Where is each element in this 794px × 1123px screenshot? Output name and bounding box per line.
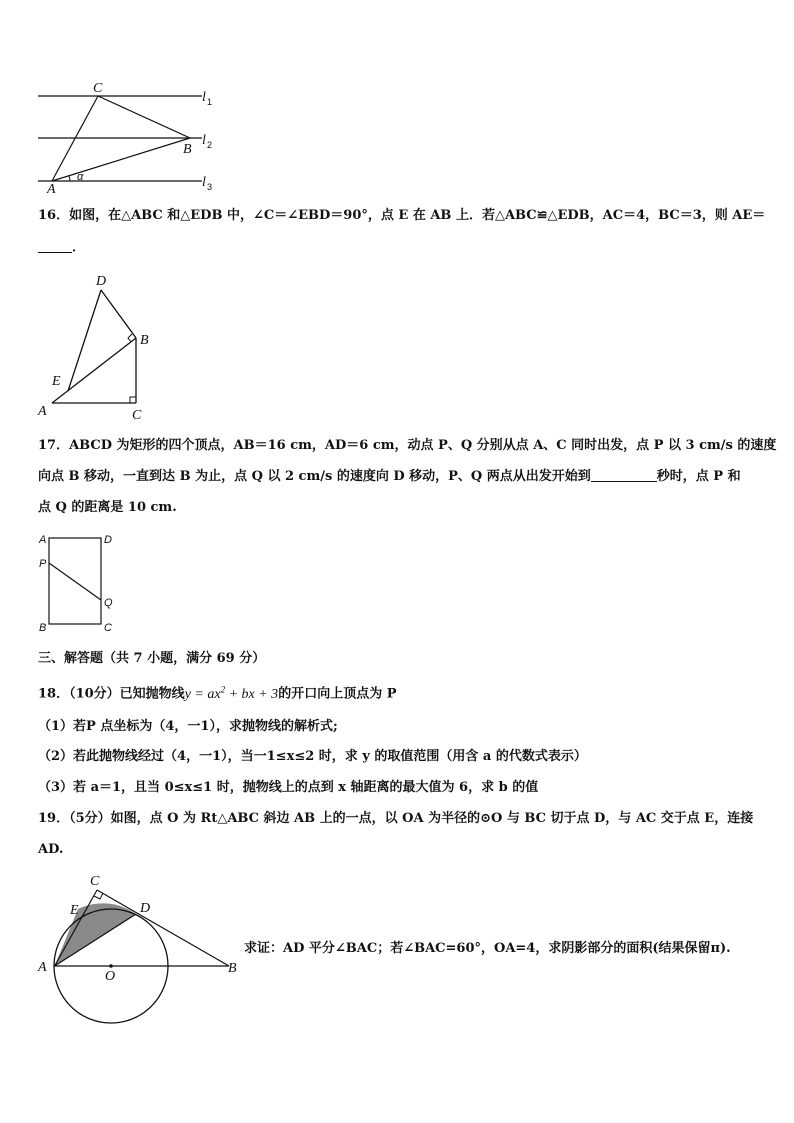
section-3-title: 三、解答题（共 7 小题，满分 69 分） (38, 651, 266, 666)
label-a: A (38, 960, 47, 975)
segment-cb (97, 890, 229, 966)
label-d: D (96, 274, 107, 289)
label-c: C (90, 874, 100, 889)
figure-circle-tangent (30, 868, 245, 1058)
question-18-equation: $y = ax^2$ + bx + 3 (184, 684, 279, 702)
label-b: B (140, 333, 149, 348)
figure-rectangle-abcd (34, 530, 124, 636)
label-l1-sub: 1 (207, 97, 213, 107)
question-19-line2: AD. (38, 842, 64, 857)
label-d: D (140, 901, 151, 916)
label-l1: l (202, 90, 206, 105)
segment-db (101, 290, 136, 338)
segment-ed (68, 290, 101, 391)
question-18-suffix: 的开口向上顶点为 P (278, 686, 397, 702)
label-b: B (228, 961, 237, 976)
label-p: P (39, 558, 47, 570)
segment-cb (98, 96, 190, 138)
shaded-region (55, 903, 136, 966)
label-c: C (132, 408, 142, 423)
question-18-prefix: 18．（10分）已知抛物线 (38, 686, 185, 702)
right-angle-c (130, 397, 136, 403)
question-17-line2b-text: 秒时，点 P 和 (656, 469, 741, 484)
label-l2: l (202, 133, 206, 148)
label-a: A (39, 534, 47, 546)
answer-blank-17[interactable] (591, 467, 657, 482)
question-17-line3 (38, 492, 760, 523)
segment-pq (49, 563, 101, 600)
question-16-answer-line (38, 232, 760, 263)
question-18-part1: （1）若P 点坐标为（4，一1），求抛物线的解析式; (38, 719, 338, 734)
question-18-part2: （2）若此抛物线经过（4，一1），当一1≤x≤2 时，求 y 的取值范围（用含 a 的代数式表示） (38, 749, 587, 764)
figure-triangles-abc-edb (34, 268, 174, 428)
point-o (109, 964, 113, 968)
figure-parallel-lines (30, 75, 230, 200)
question-19-proof: 求证：AD 平分∠BAC；若∠BAC=60°，OA=4，求阴影部分的面积(结果保留π). (244, 941, 731, 956)
label-d: D (104, 534, 112, 546)
label-b: B (39, 622, 47, 634)
question-17-line2 (38, 461, 760, 492)
label-a: A (47, 182, 56, 197)
angle-alpha-arc (69, 176, 70, 181)
label-c: C (104, 622, 112, 634)
label-a: A (38, 404, 47, 419)
label-alpha: α (77, 171, 84, 183)
question-16-tail: ． (72, 240, 86, 255)
question-17-line3-text: 点 Q 的距离是 10 cm. (38, 500, 177, 515)
question-16 (38, 200, 766, 231)
question-16-text: 16．如图，在△ABC 和△EDB 中，∠C＝∠EBD＝90°，点 E 在 AB 上．若△ABC≌△EDB，AC＝4，BC＝3，则 AE＝ (38, 208, 766, 223)
label-e: E (70, 903, 79, 918)
question-17-line1-text: 17．ABCD 为矩形的四个顶点，AB＝16 cm，AD＝6 cm，动点 P、Q 分别从点 A、C 同时出发，点 P 以 3 cm/s 的速度 (38, 438, 777, 453)
label-e: E (52, 374, 61, 389)
label-c: C (93, 81, 103, 96)
segment-ab (52, 138, 190, 181)
question-17-line2a-text: 向点 B 移动，一直到达 B 为止，点 Q 以 2 cm/s 的速度向 D 移动，P、Q 两点从出发开始到 (38, 469, 591, 484)
question-18-part3: （3）若 a＝1，且当 0≤x≤1 时，抛物线上的点到 x 轴距离的最大值为 6，求 b 的值 (38, 780, 539, 795)
label-l3: l (202, 175, 206, 190)
label-o: O (105, 969, 116, 984)
label-b: B (183, 142, 192, 157)
label-l2-sub: 2 (207, 140, 213, 150)
segment-ab (52, 338, 136, 403)
question-18 (38, 674, 760, 710)
answer-blank-16[interactable] (38, 238, 72, 253)
label-l3-sub: 3 (207, 182, 213, 192)
question-17-line1 (38, 430, 777, 461)
question-19-line1: 19．（5分）如图，点 O 为 Rt△ABC 斜边 AB 上的一点，以 OA 为半径的⊙O 与 BC 切于点 D，与 AC 交于点 E，连接 (38, 811, 754, 826)
label-q: Q (104, 597, 113, 609)
